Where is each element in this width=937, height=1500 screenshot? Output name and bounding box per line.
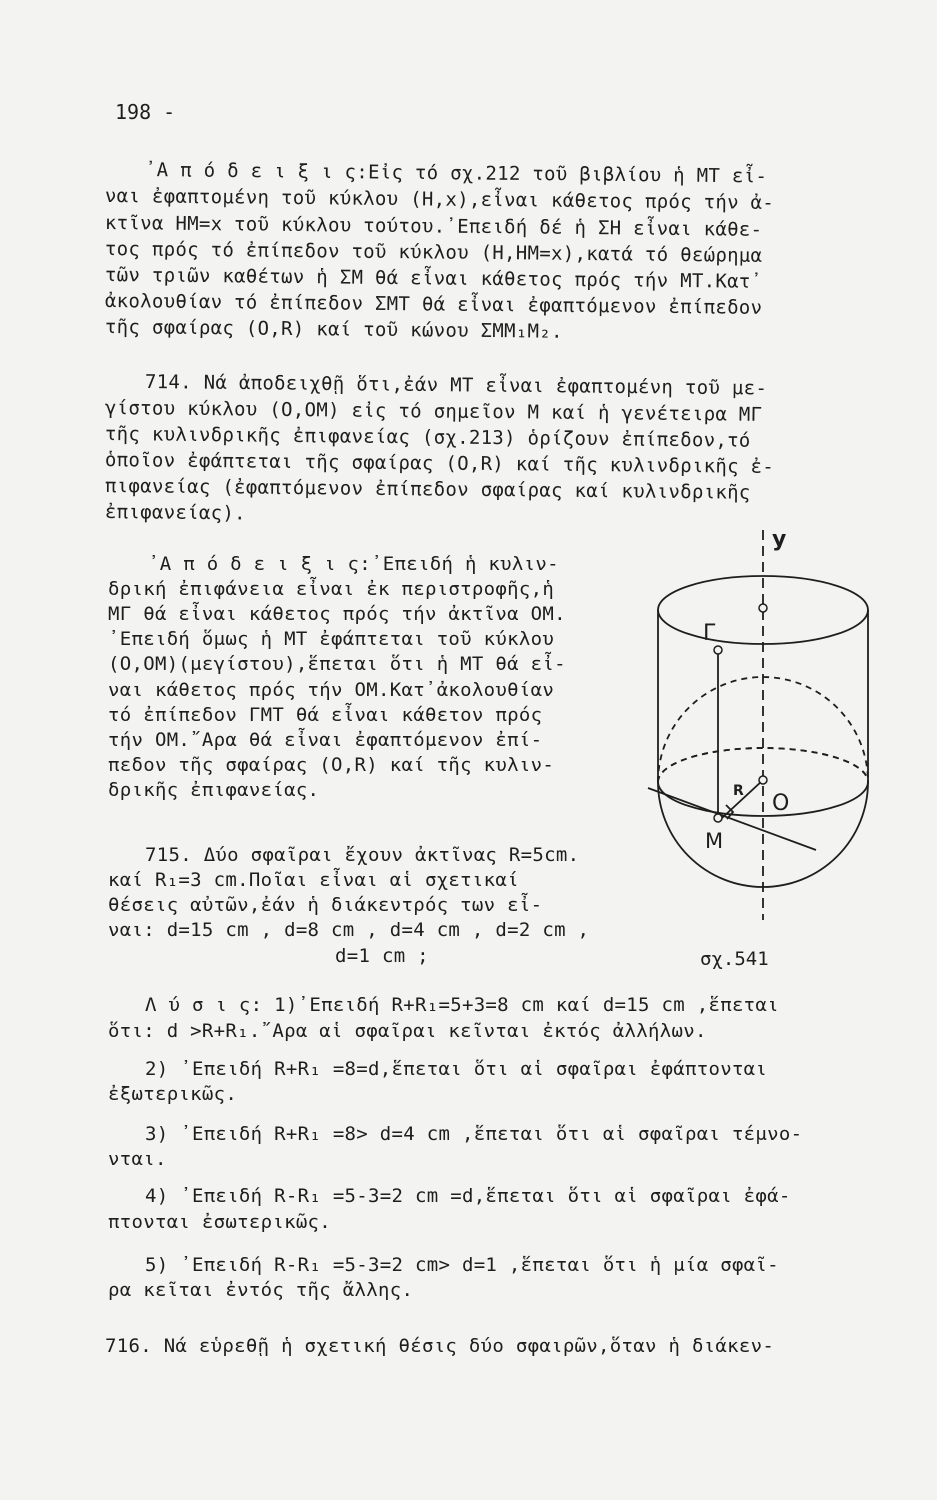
text-line: d=1 cm ; xyxy=(335,945,429,967)
text-line: τό ἐπίπεδον ΓΜΤ θά εἶναι κάθετον πρός xyxy=(108,704,543,726)
point-o xyxy=(759,776,767,784)
tangent-mt xyxy=(648,788,816,850)
text-line: 716. Νά εὑρεθῇ ἡ σχετική θέσις δύο σφαιρῶν,ὅταν ἡ διάκεν- xyxy=(105,1335,775,1357)
text-line: 2) ᾽Επειδή R+R₁ =8=d,ἕπεται ὅτι αἱ σφαῖραι ἐφάπτονται xyxy=(145,1058,768,1080)
text-line: 715. Δύο σφαῖραι ἔχουν ἀκτῖνας R=5cm. xyxy=(145,844,580,866)
text-line: ὅτι: d >R+R₁.῎Αρα αἱ σφαῖραι κεῖνται ἐκτός ἀλλήλων. xyxy=(108,1020,707,1042)
text-line: τος πρός τό ἐπίπεδον τοῦ κύκλου (Η,ΗΜ=x),κατά τό θεώρημα xyxy=(104,238,763,267)
point-m xyxy=(714,814,722,822)
text-line: κτῖνα ΗΜ=x τοῦ κύκλου τούτου.᾽Επειδή δέ ἡ ΣΗ εἶναι κάθε- xyxy=(104,212,763,241)
text-line: καί R₁=3 cm.Ποῖαι εἶναι αἱ σχετικαί xyxy=(108,869,519,891)
text-line: ᾽Επειδή ὅμως ἡ ΜΤ ἐφάπτεται τοῦ κύκλου xyxy=(108,628,555,650)
text-line: ναι: d=15 cm , d=8 cm , d=4 cm , d=2 cm , xyxy=(108,919,590,941)
label-y: y xyxy=(772,527,787,552)
text-line: 714. Νά ἀποδειχθῇ ὅτι,ἐάν ΜΤ εἶναι ἐφαπτομένη τοῦ με- xyxy=(144,371,768,400)
text-line: ΜΓ θά εἶναι κάθετος πρός τήν ἀκτῖνα ΟΜ. xyxy=(108,603,566,625)
point-gamma xyxy=(714,646,722,654)
text-line: 3) ᾽Επειδή R+R₁ =8> d=4 cm ,ἕπεται ὅτι αἱ σφαῖραι τέμνο- xyxy=(145,1123,803,1145)
figure-caption: σχ.541 xyxy=(700,948,769,970)
text-line: τῆς σφαίρας (Ο,R) καί τοῦ κώνου ΣΜΜ₁Μ₂. xyxy=(104,316,563,343)
text-line: θέσεις αὐτῶν,ἐάν ἡ διάκεντρός των εἶ- xyxy=(108,894,543,916)
text-line: ναι ἐφαπτομένη τοῦ κύκλου (Η,x),εἶναι κάθετος πρός τήν ἀ- xyxy=(104,185,775,215)
label-gamma: Γ xyxy=(703,621,716,646)
text-line: ὁποῖον ἐφάπτεται τῆς σφαίρας (Ο,R) καί τῆς κυλινδρικῆς ἐ- xyxy=(104,449,775,479)
text-line: τῆς κυλινδρικῆς ἐπιφανείας (σχ.213) ὁρίζουν ἐπίπεδον,τό xyxy=(104,423,751,452)
text-line: ρα κεῖται ἐντός τῆς ἄλλης. xyxy=(108,1279,414,1301)
text-line: 4) ᾽Επειδή R-R₁ =5-3=2 cm =d,ἕπεται ὅτι αἱ σφαῖραι ἐφά- xyxy=(145,1185,791,1207)
text-line: ἐξωτερικῶς. xyxy=(108,1083,238,1105)
text-line: ᾽Α π ό δ ε ι ξ ι ς:᾽Επειδή ἡ κυλιν- xyxy=(148,553,559,575)
text-line: Λ ύ σ ι ς: 1)᾽Επειδή R+R₁=5+3=8 cm καί d=15 cm ,ἕπεται xyxy=(145,994,779,1016)
text-line: δρική ἐπιφάνεια εἶναι ἐκ περιστροφῆς,ἡ xyxy=(108,578,555,600)
text-line: 5) ᾽Επειδή R-R₁ =5-3=2 cm> d=1 ,ἕπεται ὅτι ἡ μία σφαῖ- xyxy=(145,1254,779,1276)
text-line: νται. xyxy=(108,1148,167,1170)
label-m: M xyxy=(705,829,724,853)
text-line: δρικῆς ἐπιφανείας. xyxy=(108,779,320,801)
text-line: ναι κάθετος πρός τήν ΟΜ.Κατ᾽ἀκολουθίαν xyxy=(108,679,555,701)
text-line: πιφανείας (ἐφαπτόμενον ἐπίπεδον σφαίρας καί κυλινδρικῆς xyxy=(104,475,751,504)
label-r: R xyxy=(733,783,744,799)
text-line: πτονται ἐσωτερικῶς. xyxy=(108,1211,332,1233)
text-line: πεδον τῆς σφαίρας (Ο,R) καί τῆς κυλιν- xyxy=(108,754,555,776)
page-number: 198 - xyxy=(115,100,176,124)
text-line: (Ο,ΟΜ)(μεγίστου),ἕπεται ὅτι ἡ ΜΤ θά εἶ- xyxy=(108,653,566,675)
cylinder-sphere-figure xyxy=(630,520,880,930)
text-line: τῶν τριῶν καθέτων ἡ ΣΜ θά εἶναι κάθετος πρός τήν ΜΤ.Κατ᾽ xyxy=(104,264,763,293)
text-line: ἀκολουθίαν τό ἐπίπεδον ΣΜΤ θά εἶναι ἐφαπτόμενον ἐπίπεδον xyxy=(104,290,763,319)
label-o: O xyxy=(772,791,790,816)
text-line: τήν ΟΜ.῎Αρα θά εἶναι ἐφαπτόμενον ἐπί- xyxy=(108,729,543,751)
point-top-center xyxy=(759,604,767,612)
text-line: γίστου κύκλου (Ο,ΟΜ) εἰς τό σημεῖον Μ καί ἡ γενέτειρα ΜΓ xyxy=(104,397,763,426)
text-line: ᾽Α π ό δ ε ι ξ ι ς:Εἰς τό σχ.212 τοῦ βιβλίου ἡ ΜΤ εἶ- xyxy=(144,159,768,188)
text-line: ἐπιφανείας). xyxy=(104,501,246,525)
